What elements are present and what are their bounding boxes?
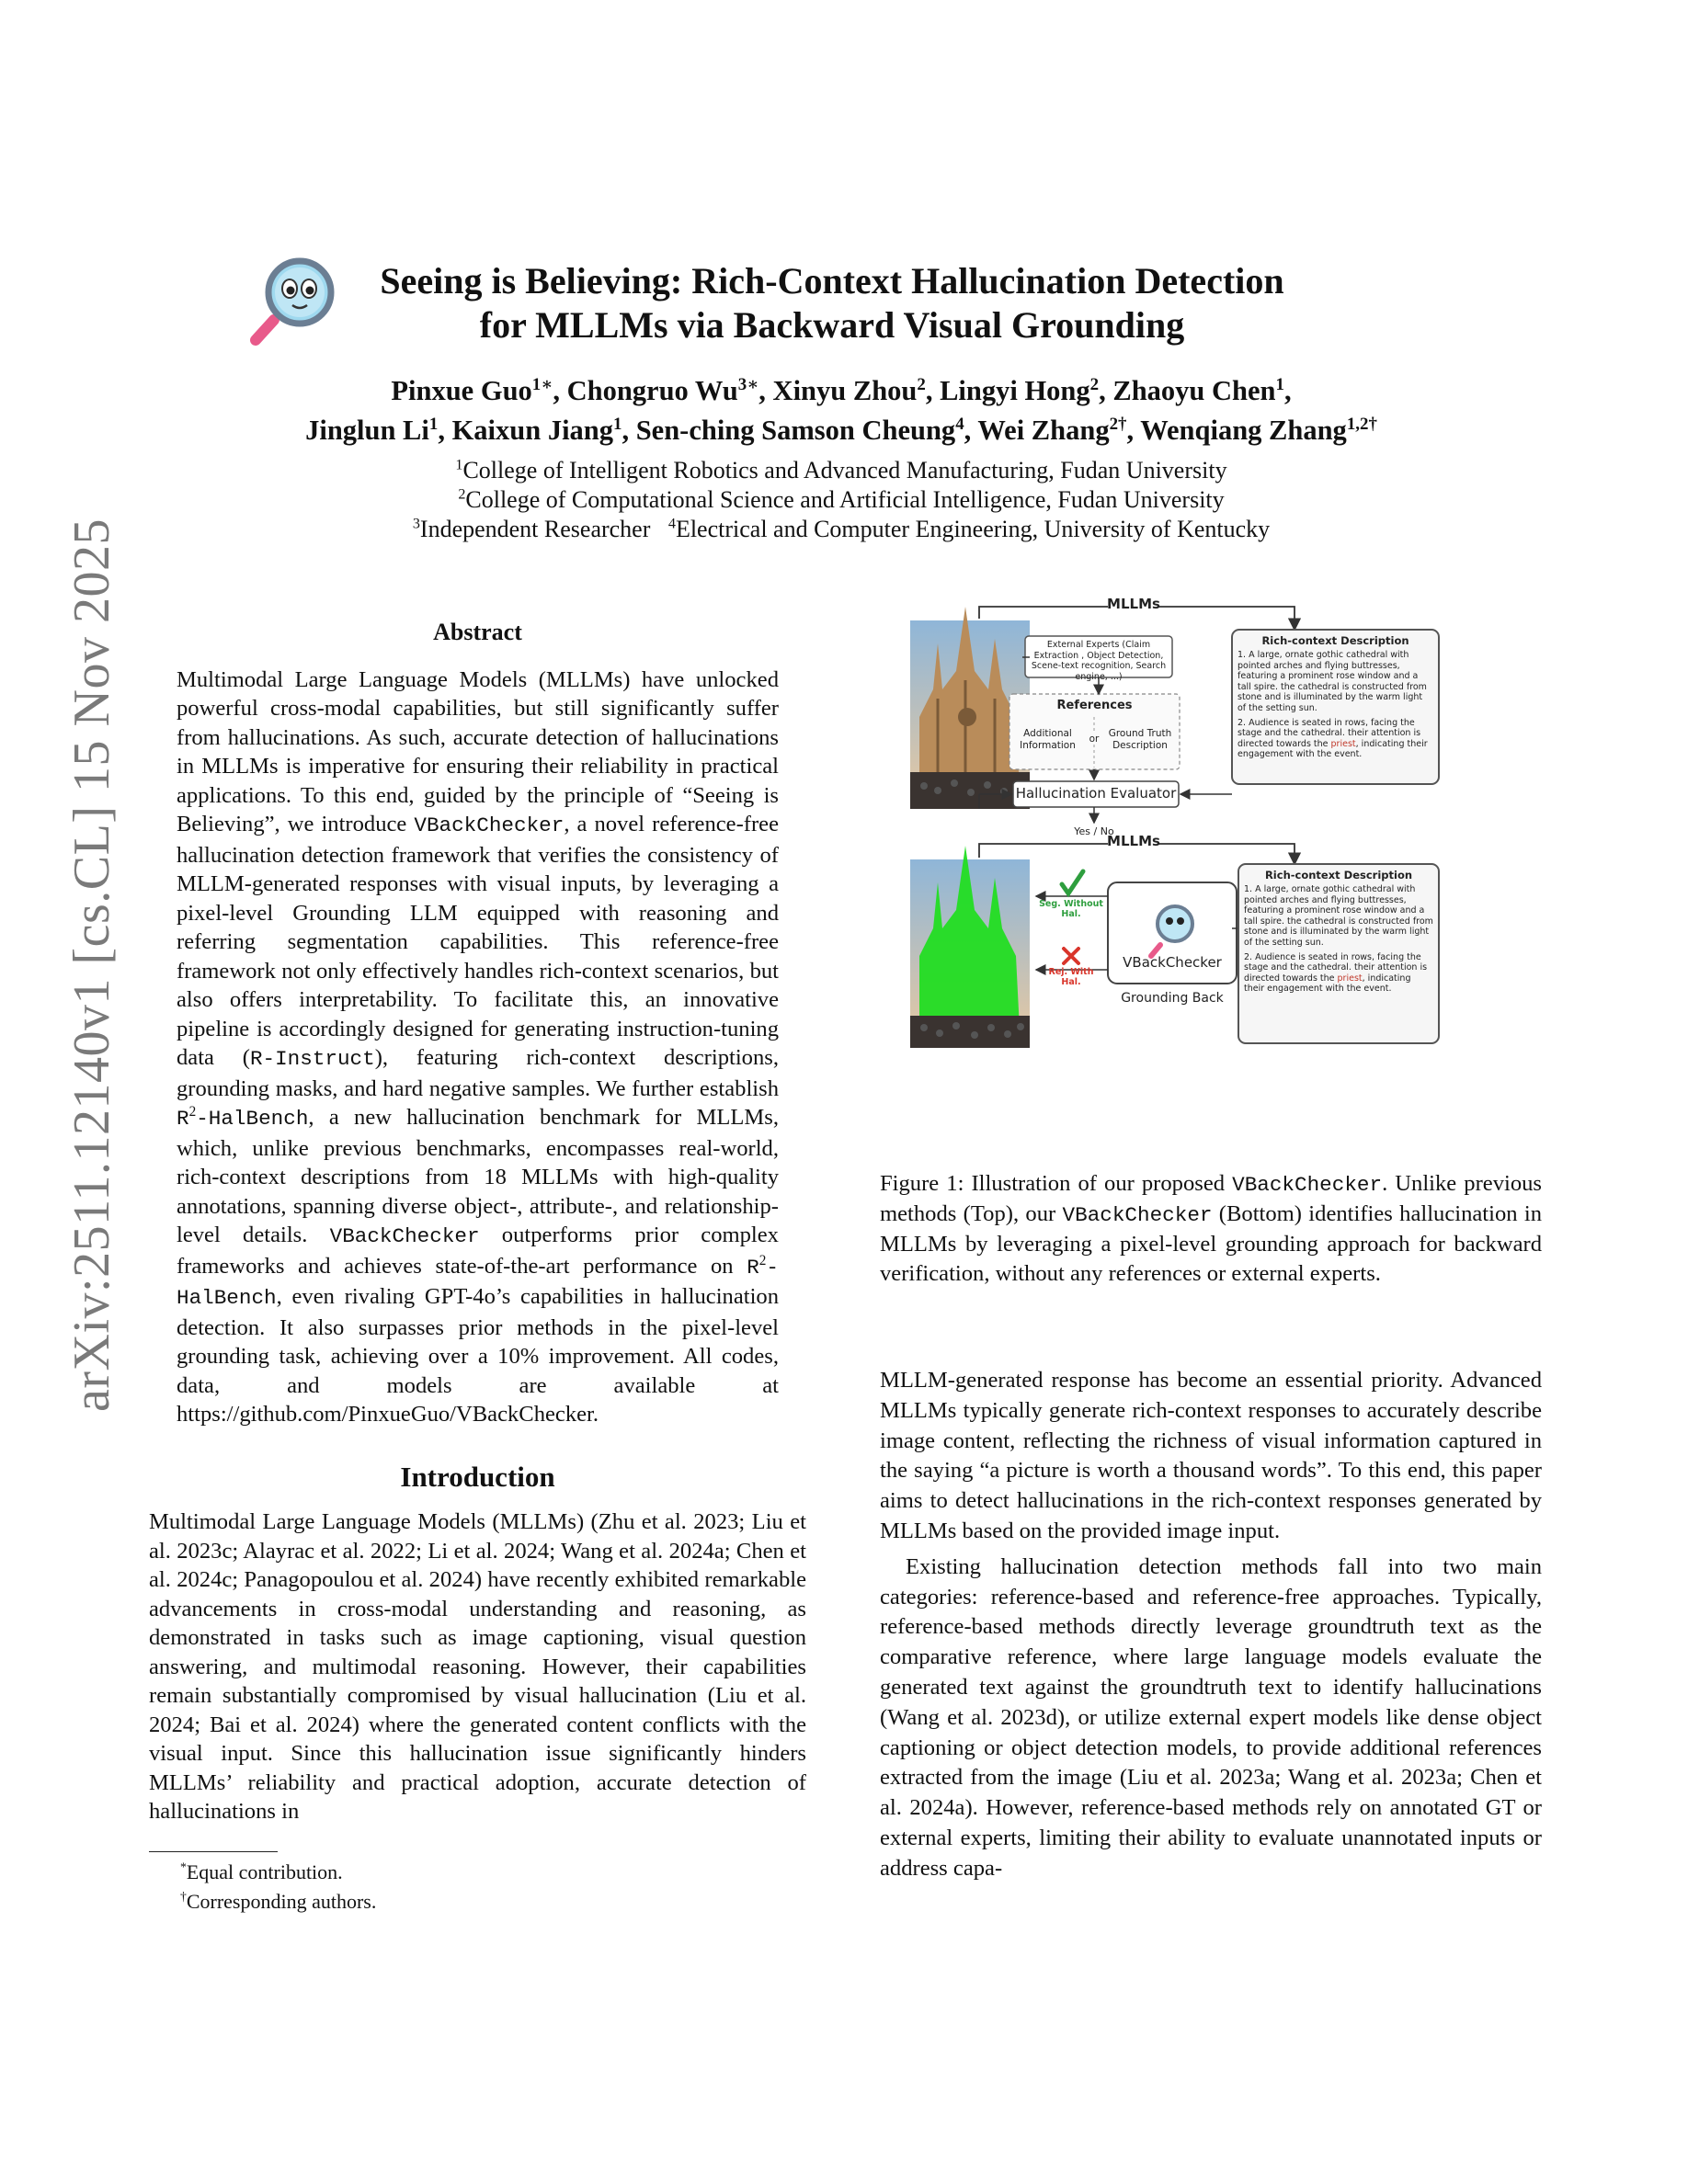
left-column <box>149 618 806 1826</box>
check-icon <box>1062 871 1083 893</box>
seg-without-hal-label: Seg. Without Hal. <box>1039 899 1103 919</box>
rich-context-item-2: 2. Audience is seated in rows, facing the stage and the cathedral. their attention is directed towards the priest, indicating their engagement with the event. <box>1237 717 1428 760</box>
paper-title <box>257 259 1545 347</box>
rich-context-item-2: 2. Audience is seated in rows, facing the stage and the cathedral. their attention is directed towards the priest, indicating their engagement with the event. <box>1244 951 1428 995</box>
author: Sen-ching Samson Cheung <box>635 415 956 446</box>
author: Jinglun Li <box>305 415 429 446</box>
author: Chongruo Wu <box>566 375 738 406</box>
hallucination-evaluator-label: Hallucination Evaluator <box>1015 785 1177 802</box>
or-label: or <box>1086 734 1102 745</box>
rich-context-item-1: 1. A large, ornate gothic cathedral with pointed arches and flying buttresses, featuring a prominent rose window and a tall spire. the cathedral is constructed from stone and is illuminated by the warm light of the setting sun. <box>1237 650 1427 713</box>
author: Wei Zhang <box>977 415 1110 446</box>
mllms-label-top: MLLMs <box>1107 596 1160 612</box>
author: Kaixun Jiang <box>451 415 614 446</box>
footnotes <box>149 1851 793 1917</box>
author: Wenqiang Zhang <box>1140 415 1347 446</box>
yes-no-label: Yes / No <box>1074 825 1114 837</box>
additional-info-label: Additional Information <box>1020 728 1076 751</box>
rej-with-hal-label: Rej. With Hal. <box>1048 967 1094 987</box>
abstract-heading: Abstract <box>433 619 522 645</box>
figure-1 <box>910 588 1508 1140</box>
author-list: Pinxue Guo$^{1∗}$, Chongruo $Wu^{3∗}$, Xinyu Zhou$^2$, Lingyi Hong$^2$, Zhaoyu Chen$^1$, Jinglun Li$^1$, Kaixun Jiang$^1$, Sen-ching Samson Cheung$^4$, Wei Zhang$^{2\dagger}$, Wenqiang Zhang$^{1,2\dagger}$ <box>305 374 1377 446</box>
rich-context-title: Rich-context Description <box>1264 869 1413 882</box>
author: Xinyu Zhou <box>772 375 918 406</box>
author: Zhaoyu Chen <box>1112 375 1276 406</box>
author: Lingyi Hong <box>940 375 1090 406</box>
author: Pinxue Guo <box>391 375 532 406</box>
abstract-body: Multimodal Large Language Models (MLLMs) have unlocked powerful cross-modal capabilities, but still significantly suffer from hallucinations. As such, accurate detection of hallucinations in MLLMs is imperative for ensuring their reliability in practical applications. To this end, guided by the principle of “Seeing is Believing”, we introduce VBackChecker, a novel reference-free hallucination detection framework that verifies the consistency of MLLM-generated responses with visual inputs, by leveraging a pixel-level Grounding LLM equipped with reasoning and referring segmentation capabilities. This reference-free framework not only effectively handles rich-context scenarios, but also offers interpretability. To facilitate this, an innovative pipeline is accordingly designed for generating instruction-tuning data (R-Instruct), featuring rich-context descriptions, grounding masks, and hard negative samples. We further establish $R^2$-HalBench, a new hallucination benchmark for MLLMs, which, unlike previous benchmarks, encompasses real-world, rich-context descriptions from 18 MLLMs with high-quality annotations, spanning diverse object-, attribute-, and relationship-level details. VBackChecker outperforms prior complex frameworks and achieves state-of-the-art performance on $R^2$-HalBench, even rivaling GPT-4o’s capabilities in hallucination detection. It also surpasses prior methods in the pixel-level grounding task, achieving over a 10% improvement. All codes, data, and models are available at https://github.com/PinxueGuo/VBackChecker. <box>177 666 779 1427</box>
body-paragraph-1: MLLM-generated response has become an essential priority. Advanced MLLMs typically generate rich-context responses to accurately describe image content, reflecting the richness of visual information captured in the saying “a picture is worth a thousand words”. To this end, this paper aims to detect hallucinations in the rich-context responses generated by MLLMs based on the provided image input. <box>880 1368 1542 1543</box>
title-line-1: Seeing is Believing: Rich-Context Hallucination Detection <box>380 260 1284 301</box>
rich-context-bottom <box>1244 869 1433 995</box>
rich-context-top <box>1237 634 1433 760</box>
affiliation-2: $^2$College of Computational Science and Artificial Intelligence, Fudan University <box>458 486 1225 513</box>
cathedral-photo-bottom <box>910 846 1030 1048</box>
mllms-label-bottom: MLLMs <box>1107 833 1160 849</box>
footnote-2: †Corresponding authors. <box>180 1889 377 1913</box>
vbackchecker-label: VBackChecker <box>1123 954 1222 971</box>
rich-context-item-1: 1. A large, ornate gothic cathedral with pointed arches and flying buttresses, featuring a prominent rose window and a tall spire. the cathedral is constructed from stone and is illuminated by the warm light of the setting sun. <box>1244 884 1433 948</box>
references-label: References <box>1056 699 1133 712</box>
ground-truth-label: Ground Truth Description <box>1108 728 1172 751</box>
affiliation-1: $^1$College of Intelligent Robotics and Advanced Manufacturing, Fudan University <box>455 457 1227 483</box>
footnote-rule <box>149 1851 278 1852</box>
introduction-paragraph: Multimodal Large Language Models (MLLMs) (Zhu et al. 2023; Liu et al. 2023c; Alayrac et al. 2022; Li et al. 2024; Wang et al. 2024a; Chen et al. 2024c; Panagopoulou et al. 2024) have recently exhibited remarkable advancements in cross-modal understanding and reasoning, as demonstrated in tasks such as image captioning, visual question answering, and multimodal reasoning. However, their capabilities remain substantially compromised by visual hallucination (Liu et al. 2024; Bai et al. 2024) where the generated content conflicts with the visual input. Since this hallucination issue significantly hinders MLLMs’ reliability and practical adoption, accurate detection of hallucinations in <box>149 1509 806 1824</box>
cross-icon <box>1064 949 1078 963</box>
footnote-1: *Equal contribution. <box>180 1860 343 1883</box>
affiliation-3-4: $^3$Independent Researcher $^4$Electrical and Computer Engineering, University of Kentucky <box>412 516 1271 542</box>
affiliations <box>138 456 1545 544</box>
right-column-body <box>880 1366 1542 1884</box>
title-line-2: for MLLMs via Backward Visual Grounding <box>479 304 1185 346</box>
arxiv-stamp: arXiv:2511.12140v1 [cs.CL] 15 Nov 2025 <box>63 518 120 1412</box>
rich-context-title: Rich-context Description <box>1261 634 1409 647</box>
grounding-back-label: Grounding Back <box>1121 991 1224 1006</box>
figure-caption: Figure 1: Illustration of our proposed VBackChecker. Unlike previous methods (Top), our VBackChecker (Bottom) identifies hallucination in MLLMs by leveraging a pixel-level grounding approach for backward verification, without any references or external experts. <box>880 1171 1543 1286</box>
external-experts-label: External Experts (Claim Extraction , Object Detection, Scene-text recognition, Search engine, ...) <box>1031 640 1167 682</box>
body-paragraph-2: Existing hallucination detection methods fall into two main categories: reference-based and reference-free approaches. Typically, reference-based methods directly leverage groundtruth text as the comparative reference, where large language models evaluate the generated text against the groundtruth text to identify hallucinations (Wang et al. 2023d), or utilize external expert models like dense object captioning or object detection models, to provide additional references extracted from the image (Liu et al. 2023a; Wang et al. 2023a; Chen et al. 2024a). However, reference-based methods rely on annotated GT or external experts, limiting their ability to evaluate unannotated inputs or address capa- <box>880 1553 1542 1881</box>
introduction-heading: Introduction <box>400 1460 555 1493</box>
